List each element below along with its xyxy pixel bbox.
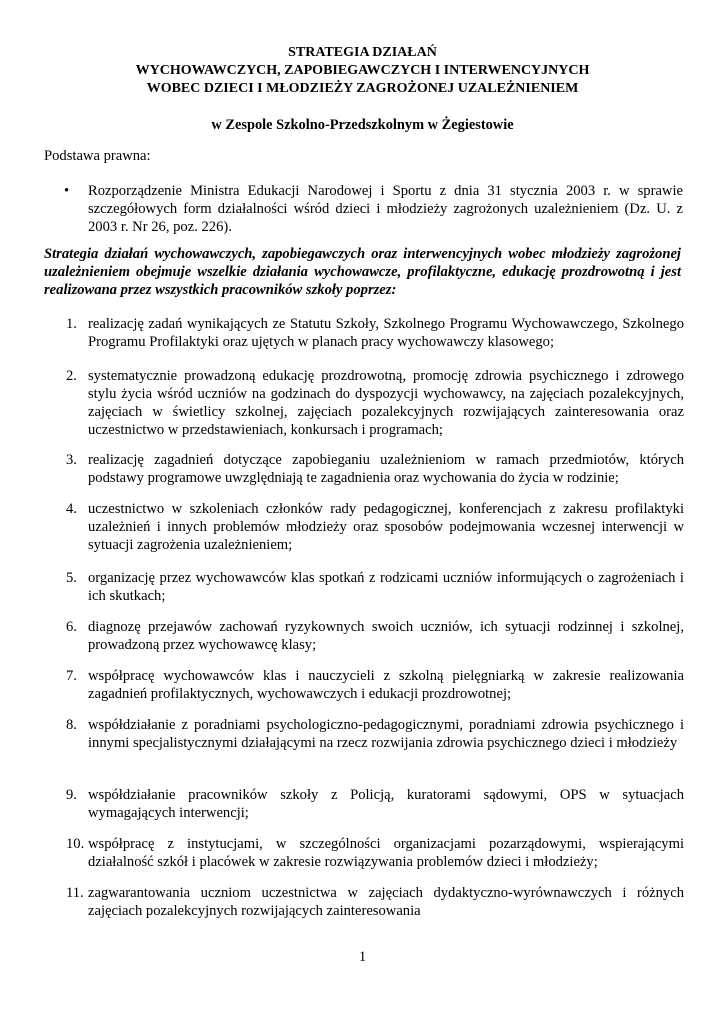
list-item-number: 4. (66, 501, 77, 517)
list-item-number: 10. (66, 836, 85, 852)
list-item-text: uczestnictwo w szkoleniach członków rady pedagogicznej, konferencjach z zakresu profilaktyki uzależnień i innych problemów młodzieży oraz sposobów podejmowania wczesnej interwencji w sytuacji zagrożenia uzależnieniem; (88, 501, 684, 553)
page-number: 1 (358, 949, 367, 965)
list-item-number: 2. (66, 368, 77, 384)
list-item-text: organizację przez wychowawców klas spotkań z rodzicami uczniów informujących o zagrożeniach i ich skutkach; (88, 570, 684, 604)
document-title (0, 44, 725, 98)
intro-paragraph: Strategia działań wychowawczych, zapobiegawczych oraz interwencyjnych wobec młodzieży zagrożonej uzależnieniem obejmuje wszelkie działania wychowawcze, profilaktyczne, edukację prozdrowotną i jest realizowana przez wszystkich pracowników szkoły poprzez: (44, 246, 681, 298)
legal-basis-text: Rozporządzenie Ministra Edukacji Narodowej i Sportu z dnia 31 stycznia 2003 r. w sprawie szczegółowych form działalności wśród dzieci i młodzieży zagrożonych uzależnieniem (Dz. U. z 2003 r. Nr 26, poz. 226). (88, 183, 683, 235)
list-item-text: diagnozę przejawów zachowań ryzykownych swoich uczniów, ich sytuacji rodzinnej i szkolnej, prowadzoną przez wychowawcę klasy; (88, 619, 684, 653)
list-item-text: systematycznie prowadzoną edukację prozdrowotną, promocję zdrowia psychicznego i zdrowego stylu życia wśród uczniów na godzinach do dyspozycji wychowawcy, na zajęciach pozalekcyjnych, zajęciach w świetlicy szkolnej, zajęciach pozalekcyjnych rozwijających zainteresowania oraz uczestnictwo w przedstawieniach, konkursach i programach; (88, 368, 684, 438)
list-item-text: zagwarantowania uczniom uczestnictwa w zajęciach dydaktyczno-wyrównawczych i różnych zajęciach pozalekcyjnych rozwijających zainteresowania (88, 885, 684, 919)
legal-basis-label: Podstawa prawna: (44, 148, 151, 164)
list-item-number: 1. (66, 316, 77, 332)
title-line: STRATEGIA DZIAŁAŃ (288, 45, 437, 60)
title-line: WYCHOWAWCZYCH, ZAPOBIEGAWCZYCH I INTERWENCYJNYCH (135, 63, 590, 78)
title-line: WOBEC DZIECI I MŁODZIEŻY ZAGROŻONEJ UZALEŻNIENIEM (146, 81, 579, 96)
bullet-icon: • (64, 183, 70, 199)
list-item-number: 9. (66, 787, 77, 803)
list-item-text: realizację zadań wynikających ze Statutu Szkoły, Szkolnego Programu Wychowawczego, Szkolnego Programu Profilaktyki oraz ujętych w planach pracy wychowawczy klasowego; (88, 316, 684, 350)
document-subtitle: w Zespole Szkolno-Przedszkolnym w Żegiestowie (211, 117, 514, 133)
list-item-number: 5. (66, 570, 77, 586)
list-item-text: współdziałanie z poradniami psychologiczno-pedagogicznymi, poradniami zdrowia psychicznego i innymi specjalistycznymi działającymi na rzecz rozwijania zdrowia psychicznego dzieci i młodzieży (88, 717, 684, 751)
list-item-number: 7. (66, 668, 77, 684)
list-item-number: 8. (66, 717, 77, 733)
list-item-number: 11. (66, 885, 84, 901)
legal-basis-item (66, 182, 683, 236)
list-item-text: współpracę wychowawców klas i nauczycieli z szkolną pielęgniarką w zakresie realizowania zagadnień profilaktycznych, wychowawczych i edukacji prozdrowotnej; (88, 668, 684, 702)
list-item-number: 3. (66, 452, 77, 468)
list-item-number: 6. (66, 619, 77, 635)
list-item-text: współpracę z instytucjami, w szczególności organizacjami pozarządowymi, wspierającymi działalność szkół i placówek w zakresie rozwiązywania problemów dzieci i młodzieży; (88, 836, 684, 870)
list-item-text: współdziałanie pracowników szkoły z Policją, kuratorami sądowymi, OPS w sytuacjach wymagających interwencji; (88, 787, 684, 821)
list-item-text: realizację zagadnień dotyczące zapobieganiu uzależnieniom w ramach przedmiotów, których podstawy programowe uwzględniają te zagadnienia oraz wychowania do życia w rodzinie; (88, 452, 684, 486)
